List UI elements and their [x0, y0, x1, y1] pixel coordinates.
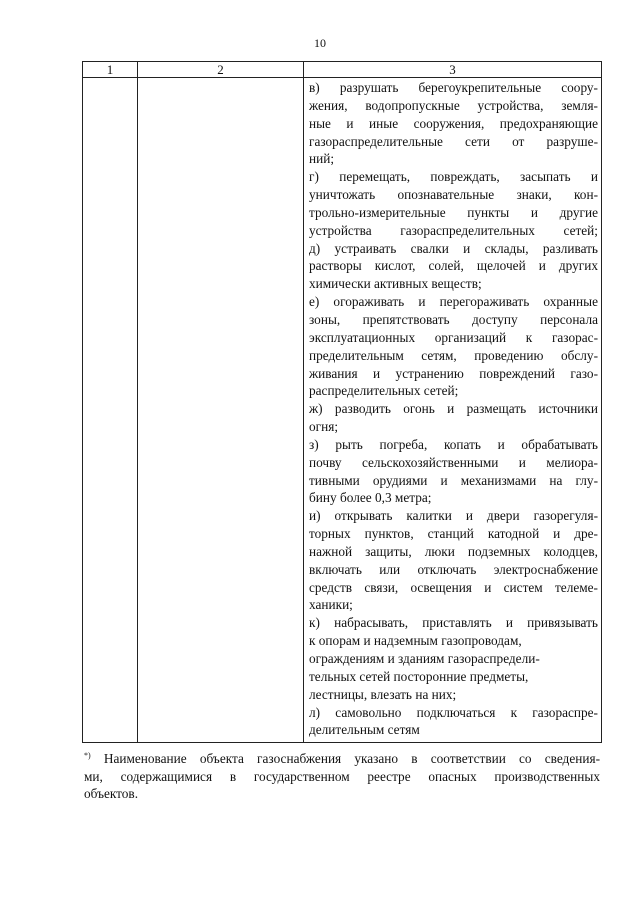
text-line: е) огораживать и перегораживать охранные [309, 294, 598, 310]
cell-column-1 [83, 78, 138, 743]
text-line: торных пунктов, станций катодной и дре- [309, 526, 598, 542]
text-line: к) набрасывать, приставлять и привязывать [309, 615, 598, 631]
table-header-row [83, 62, 602, 78]
text-line: устройства газораспределительных сетей; [309, 222, 598, 238]
cell-column-3 [304, 78, 602, 743]
footnote-line [84, 750, 600, 768]
footnote-line: объектов. [84, 786, 139, 801]
text-line: химически активных веществ; [309, 276, 482, 292]
footnote-marker: *) [84, 751, 91, 760]
text-line: газораспределительные сети от разруше- [309, 133, 598, 149]
text-line: распределительных сетей; [309, 383, 459, 399]
text-line: в) разрушать берегоукрепительные соору- [309, 80, 598, 95]
text-line: ханики; [309, 597, 353, 613]
prohibitions-text [309, 79, 598, 739]
cell-column-2 [138, 78, 304, 743]
text-line: пределительным сетям, проведению обслу- [309, 347, 598, 363]
text-line: включать или отключать электроснабжение [309, 561, 598, 577]
requirements-table [82, 61, 602, 743]
text-line: почву сельскохозяйственными и мелиора- [309, 454, 598, 470]
text-line: ж) разводить огонь и размещать источники [309, 401, 598, 417]
table-row [83, 78, 602, 743]
text-line: зоны, препятствовать доступу персонала [309, 311, 598, 327]
footnote [84, 750, 600, 803]
text-line: живания и устранению повреждений газо- [309, 365, 598, 381]
footnote-line-text: Наименование объекта газоснабжения указано в соответствии со сведения- [90, 751, 600, 766]
page-number: 10 [314, 36, 326, 50]
text-line: тивными орудиями и механизмами на глу- [309, 472, 598, 488]
column-header-2: 2 [138, 62, 304, 78]
text-line: к опорам и надземным газопроводам, [309, 633, 522, 649]
text-line: ограждениям и зданиям газораспредели- [309, 651, 540, 666]
text-line: ные и иные сооружения, предохраняющие [309, 115, 598, 131]
text-line: л) самовольно подключаться к газораспре- [309, 704, 598, 720]
footnote-line: ми, содержащимися в государственном реестре опасных производственных [84, 768, 600, 784]
text-line: бину более 0,3 метра; [309, 490, 432, 506]
column-header-3: 3 [304, 62, 602, 78]
text-line: средств связи, освещения и систем телеме- [309, 579, 598, 595]
column-header-1: 1 [83, 62, 138, 78]
text-line: эксплуатационных организаций к газорас- [309, 329, 598, 345]
text-line: делительным сетям [309, 722, 420, 738]
text-line: лестницы, влезать на них; [309, 686, 457, 702]
footnote-text [84, 750, 600, 803]
text-line: з) рыть погреба, копать и обрабатывать [309, 436, 598, 452]
text-line: огня; [309, 419, 339, 435]
text-line: уничтожать опознавательные знаки, кон- [309, 187, 598, 203]
text-line: жения, водопропускные устройства, земля- [309, 97, 598, 113]
text-line: ний; [309, 151, 335, 167]
text-line: и) открывать калитки и двери газорегуля- [309, 508, 598, 524]
text-line: д) устраивать свалки и склады, разливать [309, 240, 598, 256]
text-line: г) перемещать, повреждать, засыпать и [309, 169, 598, 185]
text-line: тельных сетей посторонние предметы, [309, 668, 529, 684]
text-line: трольно-измерительные пункты и другие [309, 204, 598, 220]
text-line: нажной защиты, люки подземных колодцев, [309, 543, 598, 559]
text-line: растворы кислот, солей, щелочей и других [309, 258, 598, 274]
